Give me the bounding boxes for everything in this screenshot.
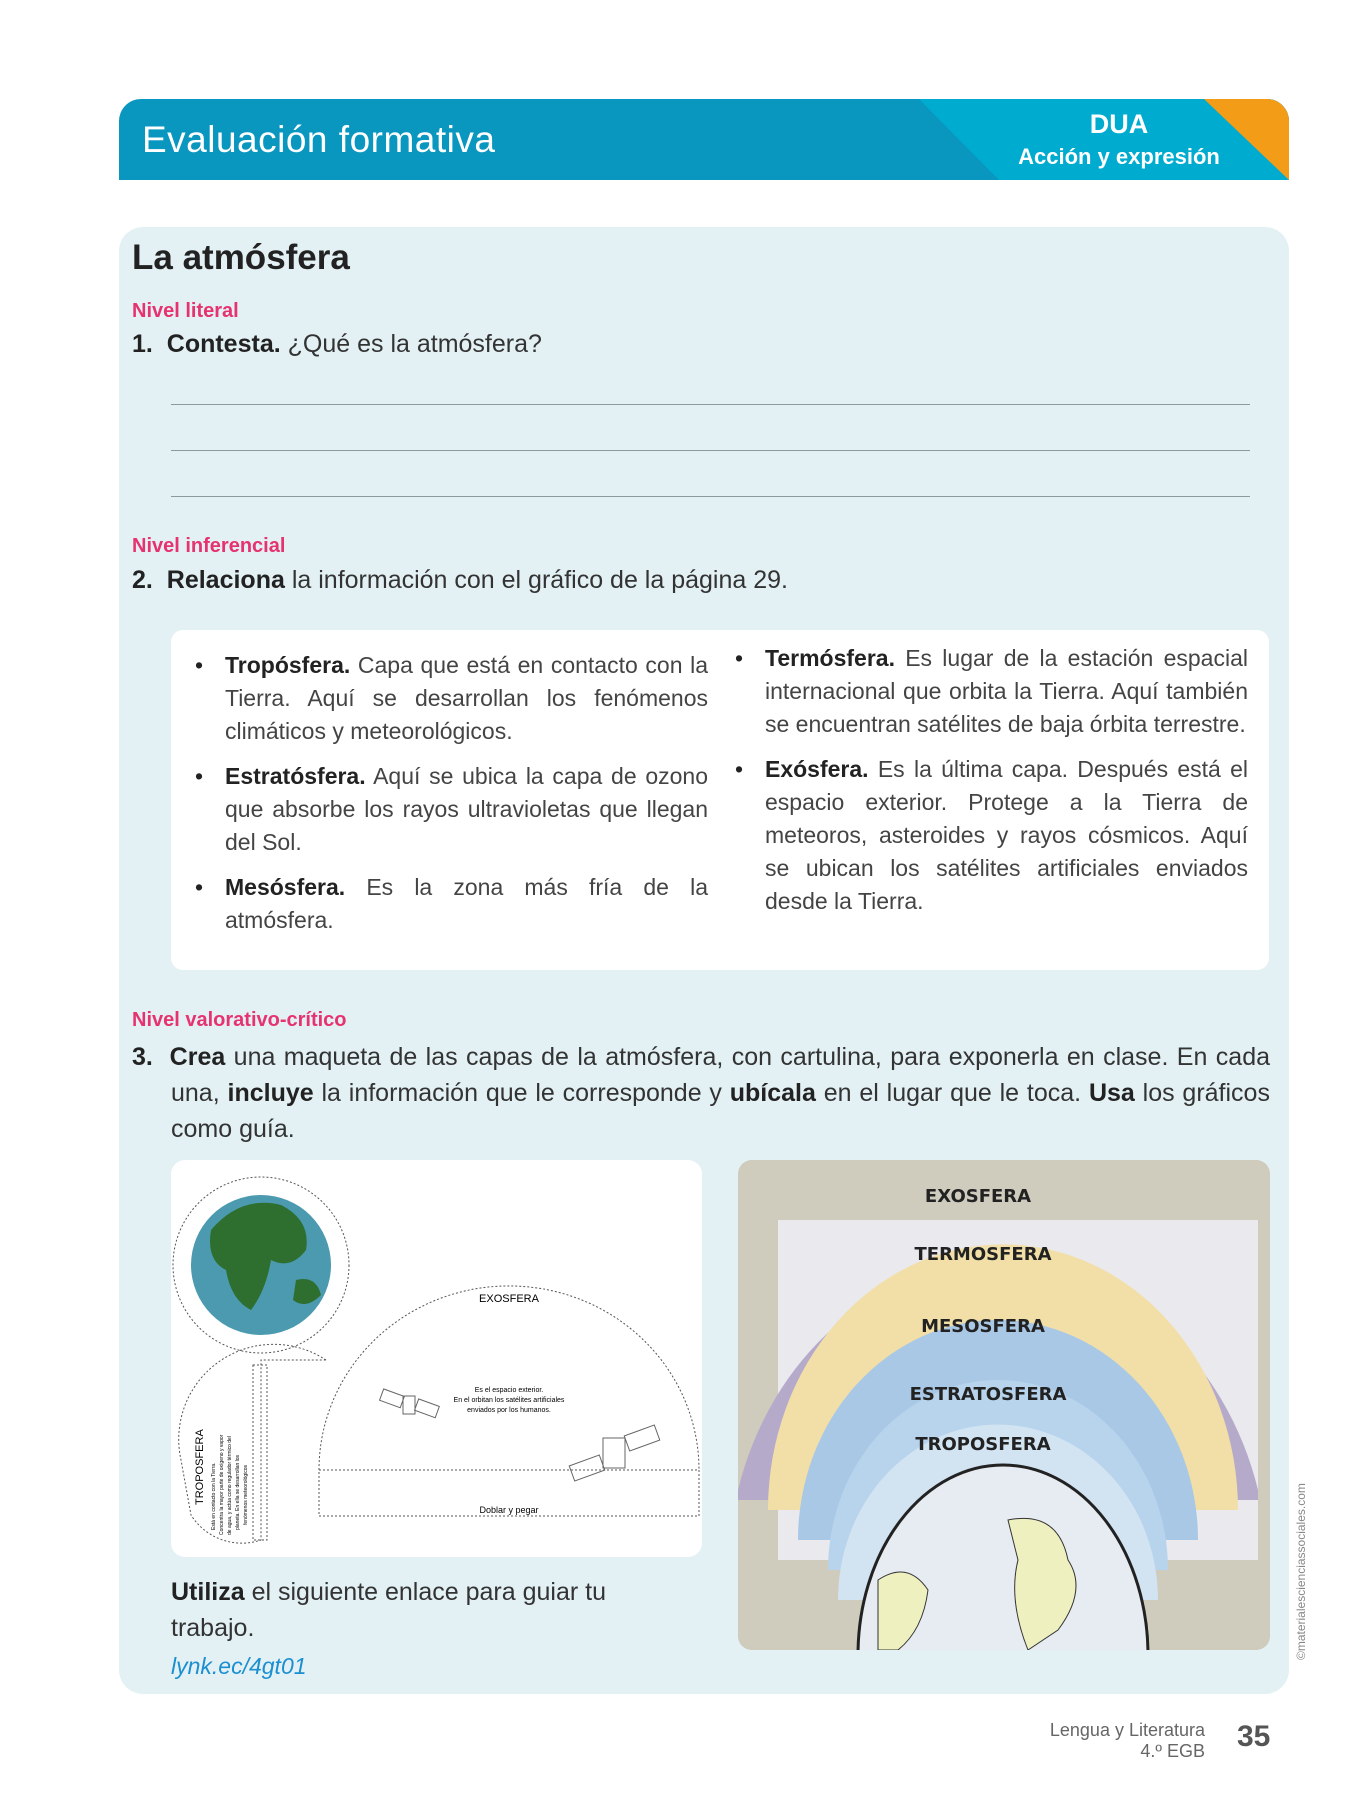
list-item: • Estratósfera. Aquí se ubica la capa de ozono que absorbe los rayos ultravioletas que llegan del Sol.	[193, 760, 708, 859]
answer-line[interactable]	[171, 450, 1250, 451]
svg-text:enviados por los humanos.: enviados por los humanos.	[467, 1407, 551, 1414]
list-item: • Exósfera. Es la última capa. Después está el espacio exterior. Protege a la Tierra de meteoros, asteroides y rayos cósmicos. Aquí se ubican los satélites artificiales enviados desde la Tierra.	[733, 753, 1248, 918]
svg-text:planeta. En ella se desarrolla: planeta. En ella se desarrollan los	[235, 1454, 241, 1530]
answer-line[interactable]	[171, 404, 1250, 405]
answer-line[interactable]	[171, 496, 1250, 497]
svg-text:fenómenos meteorológicos: fenómenos meteorológicos	[243, 1464, 249, 1525]
level-label: Nivel valorativo-crítico	[132, 1009, 347, 1031]
atmosphere-model-photo	[738, 1160, 1270, 1650]
layers-info-box	[171, 630, 1269, 970]
svg-text:En el orbitan los satélites ar: En el orbitan los satélites artificiales	[453, 1397, 565, 1404]
resource-link[interactable]: lynk.ec/4gt01	[171, 1653, 307, 1679]
cutout-template-image	[171, 1160, 702, 1557]
photo-label: ESTRATOSFERA	[909, 1384, 1067, 1405]
question-3: 3. Crea una maqueta de las capas de la atmósfera, con cartulina, para exponerla en clase. En cada una, incluye la información que le corresponde y ubícala en el lugar que le toca. Usa los gráficos como guía.	[132, 1043, 1270, 1143]
tropo-description	[211, 1434, 249, 1535]
page-number: 35	[1237, 1720, 1271, 1753]
section-title: La atmósfera	[132, 238, 350, 277]
level-label: Nivel inferencial	[132, 535, 286, 557]
level-label: Nivel literal	[132, 300, 239, 322]
question-verb: Contesta.	[166, 330, 281, 358]
exo-label: EXOSFERA	[479, 1293, 539, 1305]
footer-subject: Lengua y Literatura 4.º EGB	[1049, 1720, 1205, 1761]
layers-column-left	[193, 649, 708, 949]
svg-text:Está en contacto con la Tierra: Está en contacto con la Tierra.	[211, 1462, 217, 1530]
header-title: Evaluación formativa	[142, 119, 496, 160]
satellite-icon	[569, 1425, 660, 1481]
list-item: • Mesósfera. Es la zona más fría de la atmósfera.	[193, 871, 708, 937]
tropo-label: TROPOSFERA	[194, 1429, 206, 1505]
layers-column-right	[733, 642, 1248, 930]
question-text: la información con el gráfico de la página 29.	[291, 566, 788, 594]
photo-label: TROPOSFERA	[915, 1434, 1051, 1455]
fold-label: Doblar y pegar	[479, 1505, 539, 1515]
question-number: 2.	[132, 566, 153, 594]
photo-label: EXOSFERA	[924, 1186, 1032, 1207]
image-credit: ©materialescienciassociales.com	[1294, 1483, 1308, 1660]
photo-label: TERMOSFERA	[914, 1244, 1052, 1265]
question-number: 1.	[132, 330, 153, 358]
link-instruction: Utiliza el siguiente enlace para guiar tu trabajo.	[171, 1578, 606, 1642]
list-item: • Termósfera. Es lugar de la estación espacial internacional que orbita la Tierra. Aquí también se encuentran satélites de baja órbita terrestre.	[733, 642, 1248, 741]
dua-subtitle: Acción y expresión	[1018, 144, 1220, 169]
dua-label: DUA	[1089, 109, 1149, 139]
photo-label: MESOSFERA	[921, 1316, 1045, 1337]
svg-text:de agua, y actúa como regulado: de agua, y actúa como regulador térmico del	[227, 1436, 233, 1535]
question-text: ¿Qué es la atmósfera?	[287, 330, 542, 358]
question-2	[132, 566, 788, 595]
svg-text:Es el espacio exterior.: Es el espacio exterior.	[474, 1387, 544, 1394]
section-header	[119, 99, 1289, 180]
svg-text:Concentra la mayor parte de ox: Concentra la mayor parte de oxígeno y vapor	[219, 1434, 225, 1535]
question-verb: Relaciona	[166, 566, 285, 594]
satellite-icon	[380, 1389, 440, 1418]
question-1	[132, 330, 542, 359]
list-item: • Tropósfera. Capa que está en contacto con la Tierra. Aquí se desarrollan los fenómenos climáticos y meteorológicos.	[193, 649, 708, 748]
